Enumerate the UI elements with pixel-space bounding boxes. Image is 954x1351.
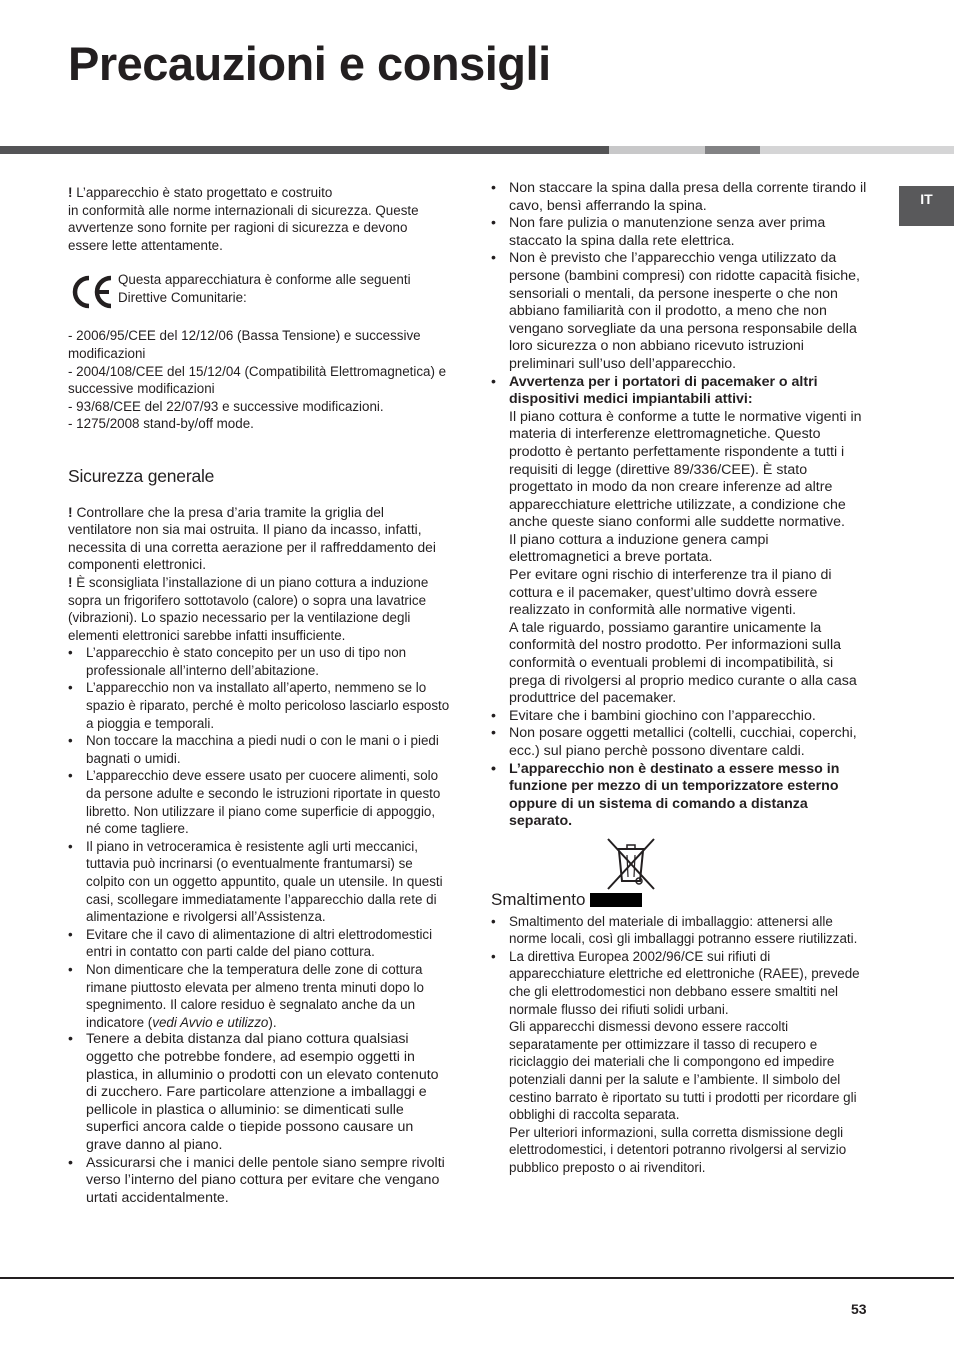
list-item: • L’apparecchio non va installato all’aperto, nemmeno se lo spazio è riparato, perché è molto pericoloso lasciarlo esposto a pioggia e temporali. <box>68 679 450 732</box>
intro-text: ! L’apparecchio è stato progettato e costruito in conformità alle norme internazionali di sicurezza. Queste avvertenze sono fornite per ragioni di sicurezza e devono essere lette attentamente. <box>68 185 419 253</box>
heading-bar <box>590 893 642 907</box>
list-item: • Non è previsto che l’apparecchio venga utilizzato da persone (bambini compresi) con ridotte capacità fisiche, sensoriali o mentali, da persone inesperte o che non abbiano familiarità con il prodotto, a meno che non vengano sorvegliate da una persona responsabile della loro sicurezza o non abbiano ricevuto istruzioni preliminari sull’uso dell’apparecchio. <box>491 250 869 373</box>
list-item: • Non fare pulizia o manutenzione senza aver prima staccato la spina dalla rete elettrica. <box>491 215 869 250</box>
warning-mark: ! <box>68 504 73 520</box>
directive-item: - 2004/108/CEE del 15/12/04 (Compatibilità Elettromagnetica) e successive modificazioni <box>68 363 447 397</box>
header-bar-dark <box>0 146 609 154</box>
directive-item: - 1275/2008 stand-by/off mode. <box>68 416 254 432</box>
footer-rule <box>0 1277 954 1279</box>
list-item: • L’apparecchio è stato concepito per un uso di tipo non professionale all’interno dell’abitazione. <box>68 644 450 679</box>
language-tab: IT <box>899 186 954 226</box>
crossed-bin-icon <box>605 837 657 891</box>
page-title: Precauzioni e consigli <box>68 37 551 90</box>
list-item: • Assicurarsi che i manici delle pentole siano sempre rivolti verso l’interno del piano cottura per evitare che vengano urtati accidentalmente. <box>68 1155 450 1208</box>
disposal-list <box>491 913 869 1177</box>
list-item: • Evitare che i bambini giochino con l’apparecchio. <box>491 708 869 726</box>
list-item: • Evitare che il cavo di alimentazione di altri elettrodomestici entri in contatto con parti calde del piano cottura. <box>68 926 450 961</box>
warning-mark: ! <box>68 185 73 200</box>
directive-item: - 93/68/CEE del 22/07/93 e successive modificazioni. <box>68 398 384 414</box>
header-bar-pale <box>760 146 954 154</box>
list-item-pacemaker: • Avvertenza per i portatori di pacemaker o altri dispositivi medici impiantabili attivi: Il piano cottura è conforme a tutte le normative vigenti in materia di interferenze elettromagnetiche. Questo prodotto è pertanto perfettamente rispondente a tutti i requisiti di legge (direttive 89/336/CEE). È stato progettato in modo da non creare inferenze ad altre apparecchiature elettriche utilizzate, a condizione che anche queste siano conformi alle suddette normative. Il piano cottura a induzione genera campi elettromagnetici a breve portata. Per evitare ogni rischio di interferenze tra il piano di cottura e il pacemaker, quest’ultimo dovrà essere realizzato in conformità alle normative vigenti. A tale riguardo, possiamo garantire unicamente la conformità del nostro prodotto. Per informazioni sulla conformità o eventuali problemi di incompatibilità, si prega di rivolgersi al proprio medico curante o alla casa produttrice del pacemaker. <box>491 374 869 708</box>
list-item-timer: • L’apparecchio non è destinato a essere messo in funzione per mezzo di un temporizzatore esterno oppure di un sistema di comando a distanza separato. <box>491 761 869 831</box>
list-item: • Non toccare la macchina a piedi nudi o con le mani o i piedi bagnati o umidi. <box>68 732 450 767</box>
safety-warning-2: ! È sconsigliata l’installazione di un piano cottura a induzione sopra un frigorifero sottotavolo (calore) o sopra una lavatrice (vibrazioni). Lo spazio necessario per la ventilazione degli elementi elettronici sarebbe infatti insufficiente. <box>68 574 429 643</box>
page-number: 53 <box>851 1301 867 1317</box>
directives-list <box>68 327 450 433</box>
right-column <box>491 180 869 1176</box>
header-bar-mid <box>705 146 760 154</box>
safety-list <box>68 644 450 1207</box>
section-heading-safety: Sicurezza generale <box>68 465 215 486</box>
list-item: • Non dimenticare che la temperatura delle zone di cottura rimane piuttosto elevata per almeno trenta minuti dopo lo spegnimento. Il calore residuo è segnalato anche da un indicatore (vedi Avvio e utilizzo). <box>68 961 450 1031</box>
ce-text: Questa apparecchiatura è conforme alle seguenti Direttive Comunitarie: <box>118 272 411 305</box>
ce-mark-icon <box>68 275 118 309</box>
warning-mark: ! <box>68 574 73 590</box>
header-bar-light <box>609 146 705 154</box>
list-item: • Non staccare la spina dalla presa della corrente tirando il cavo, bensì afferrando la spina. <box>491 180 869 215</box>
list-item: • L’apparecchio deve essere usato per cuocere alimenti, solo da persone adulte e secondo le istruzioni riportate in questo libretto. Non utilizzare il piano come superficie di appoggio, né come tagliere. <box>68 767 450 837</box>
list-item: • Il piano in vetroceramica è resistente agli urti meccanici, tuttavia può incrinarsi (o eventualmente frantumarsi) se colpito con un oggetto appuntito, quale un utensile. In questi casi, scollegare immediatamente l’apparecchio dalla rete di alimentazione e rivolgersi all’Assistenza. <box>68 838 450 926</box>
list-item: • La direttiva Europea 2002/96/CE sui rifiuti di apparecchiature elettriche ed elettroniche (RAEE), prevede che gli elettrodomestici non debbano essere smaltiti nel normale flusso dei rifiuti solidi urbani. Gli apparecchi dismessi devono essere raccolti separatamente per ottimizzare il tasso di recupero e riciclaggio dei materiali che li compongono ed impedire potenziali danni per la salute e l’ambiente. Il simbolo del cestino barrato è riportato su tutti i prodotti per ricordare gli obblighi di raccolta separata. Per ulteriori informazioni, sulla corretta dismissione degli elettrodomestici, i detentori potranno rivolgersi al servizio pubblico preposto o ai rivenditori. <box>491 948 869 1177</box>
list-item: • Smaltimento del materiale di imballaggio: attenersi alle norme locali, così gli imballaggi potranno essere riutilizzati. <box>491 913 869 948</box>
section-heading-disposal: Smaltimento <box>491 891 869 909</box>
list-item: • Tenere a debita distanza dal piano cottura qualsiasi oggetto che potrebbe fondere, ad esempio oggetti in plastica, in alluminio o prodotti con un elevato contenuto di zucchero. Fare particolare attenzione a imballaggi e pellicole in plastica o alluminio: se dimenticati sulle superfici ancora calde o tiepide possono causare un grave danno al piano. <box>68 1031 450 1154</box>
ce-conformity <box>68 271 450 309</box>
safety-warning-1: ! Controllare che la presa d’aria tramite la griglia del ventilatore non sia mai ostruita. Il piano da incasso, infatti, necessita di una corretta aerazione per il raffreddamento dei componenti elettronici. <box>68 504 436 573</box>
safety-list-continued <box>491 180 869 831</box>
directive-item: - 2006/95/CEE del 12/12/06 (Bassa Tensione) e successive modificazioni <box>68 328 421 361</box>
list-item: • Non posare oggetti metallici (coltelli, cucchiai, coperchi, ecc.) sul piano perchè possono diventare caldi. <box>491 725 869 760</box>
left-column <box>68 184 450 1207</box>
